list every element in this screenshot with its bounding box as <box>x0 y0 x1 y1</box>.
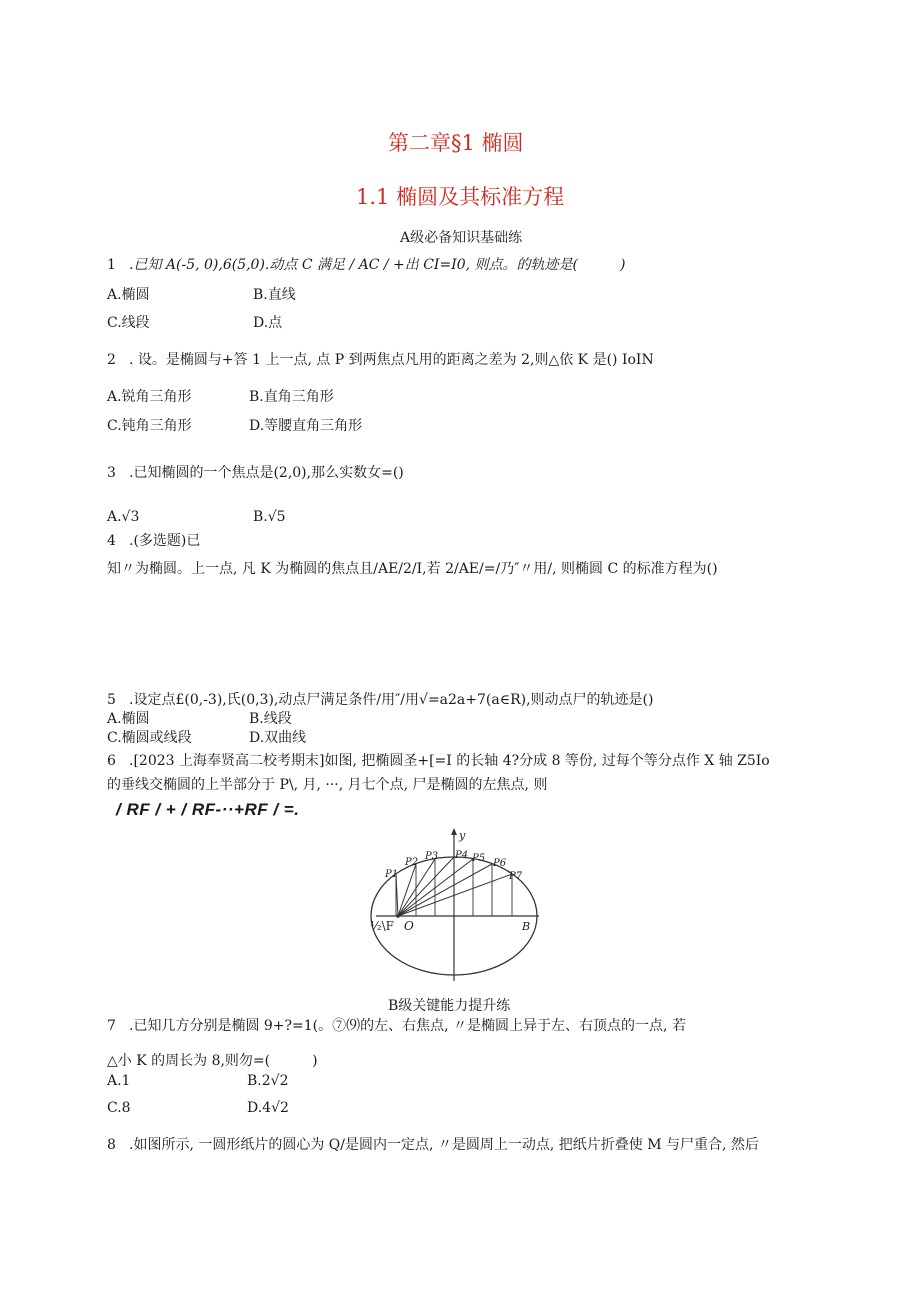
option-a: A.√3 <box>107 509 140 525</box>
question-3 <box>107 464 404 482</box>
option-a: A.椭圆 <box>107 287 150 303</box>
y-axis-arrow-icon <box>451 828 457 835</box>
question-text: .已知 A(-5, 0),6(5,0).动点 C 满足 / AC / +出 CI=I0, 则点。的轨迹是( ) <box>129 257 626 273</box>
ellipse-figure <box>366 826 546 986</box>
question-number: 5 <box>107 692 116 708</box>
option-b: B.2√2 <box>247 1073 289 1089</box>
question-6-formula: / RF / + / RF-··+RF / =. <box>116 800 300 819</box>
option-d: D.4√2 <box>247 1100 289 1116</box>
question-text: .[2023 上海奉贤高二校考期末]如图, 把椭圆圣+[=I 的长轴 4?分成 8 等份, 过每个等分点作 X 轴 Z5Io <box>129 753 770 769</box>
chapter-title: 第二章§1 椭圆 <box>388 131 524 155</box>
question-text: .设定点£(0,-3),氏(0,3),动点尸满足条件/用″/用√=a2a+7(a∈R),则动点尸的轨迹是() <box>129 692 654 708</box>
question-7-line-2: △小 K 的周长为 8,则勿=( ) <box>107 1053 318 1069</box>
question-7 <box>107 1017 686 1035</box>
question-number: 3 <box>107 465 116 481</box>
option-c: C.线段 <box>107 315 150 331</box>
y-axis-label: y <box>459 829 466 842</box>
option-b: B.直角三角形 <box>249 389 334 405</box>
option-b: B.线段 <box>249 711 292 727</box>
focus-label: ½\F <box>370 919 394 933</box>
point-label-p5: P5 <box>472 853 486 864</box>
option-a: A.椭圆 <box>107 711 150 727</box>
point-label-p4: P4 <box>455 850 469 861</box>
level-b-heading: B级关键能力提升练 <box>388 998 511 1014</box>
option-d: D.点 <box>253 315 283 331</box>
option-c: C.钝角三角形 <box>107 418 192 434</box>
question-text: .已知几方分别是椭圆 9+?=1(。⑦⑼的左、右焦点, 〃是椭圆上异于左、右顶点的一点, 若 <box>129 1018 686 1034</box>
option-c: C.椭圆或线段 <box>107 730 192 746</box>
question-8 <box>107 1136 759 1154</box>
vertex-label: B <box>522 920 531 933</box>
question-6 <box>107 752 770 770</box>
question-text: .已知椭圆的一个焦点是(2,0),那么实数女=() <box>129 465 404 481</box>
question-number: 8 <box>107 1137 116 1153</box>
option-c: C.8 <box>107 1100 131 1116</box>
question-2 <box>107 351 654 369</box>
question-number: 4 <box>107 533 116 549</box>
option-b: B.直线 <box>253 287 296 303</box>
origin-label: O <box>404 919 414 933</box>
question-number: 7 <box>107 1018 116 1034</box>
level-a-heading: A级必备知识基础练 <box>400 230 523 246</box>
question-5 <box>107 691 653 709</box>
question-text: .如图所示, 一圆形纸片的圆心为 Q/是圆内一定点, 〃是圆周上一动点, 把纸片折叠使 M 与尸重合, 然后 <box>129 1137 759 1153</box>
point-label-p3: P3 <box>425 851 439 862</box>
point-label-p7: P7 <box>509 871 523 882</box>
question-4 <box>107 532 200 550</box>
point-label-p2: P2 <box>405 857 419 868</box>
section-title: 1.1 椭圆及其标准方程 <box>356 185 565 209</box>
question-number: 1 <box>107 257 116 273</box>
question-6-line-2: 的垂线交椭圆的上半部分于 P\, 月, ···, 月七个点, 尸是椭圆的左焦点, 则 <box>107 777 548 793</box>
question-text: . 设。是椭圆与+答 1 上一点, 点 P 到两焦点凡用的距离之差为 2,则△依 K 是() IoIN <box>129 352 654 368</box>
option-b: B.√5 <box>253 509 286 525</box>
point-label-p1: P1 <box>385 869 399 880</box>
option-d: D.双曲线 <box>249 730 307 746</box>
question-4-line-2: 知〃为椭圆。上一点, 凡 K 为椭圆的焦点且/AE/2/I,若 2/AE/=/乃″〃用/, 则椭圆 C 的标准方程为() <box>107 561 718 577</box>
option-a: A.锐角三角形 <box>107 389 192 405</box>
question-number: 6 <box>107 753 116 769</box>
question-number: 2 <box>107 352 116 368</box>
option-a: A.1 <box>107 1073 131 1089</box>
option-d: D.等腰直角三角形 <box>249 418 363 434</box>
question-1 <box>107 256 625 274</box>
question-text: .(多选题)已 <box>129 533 201 549</box>
point-label-p6: P6 <box>493 858 507 869</box>
